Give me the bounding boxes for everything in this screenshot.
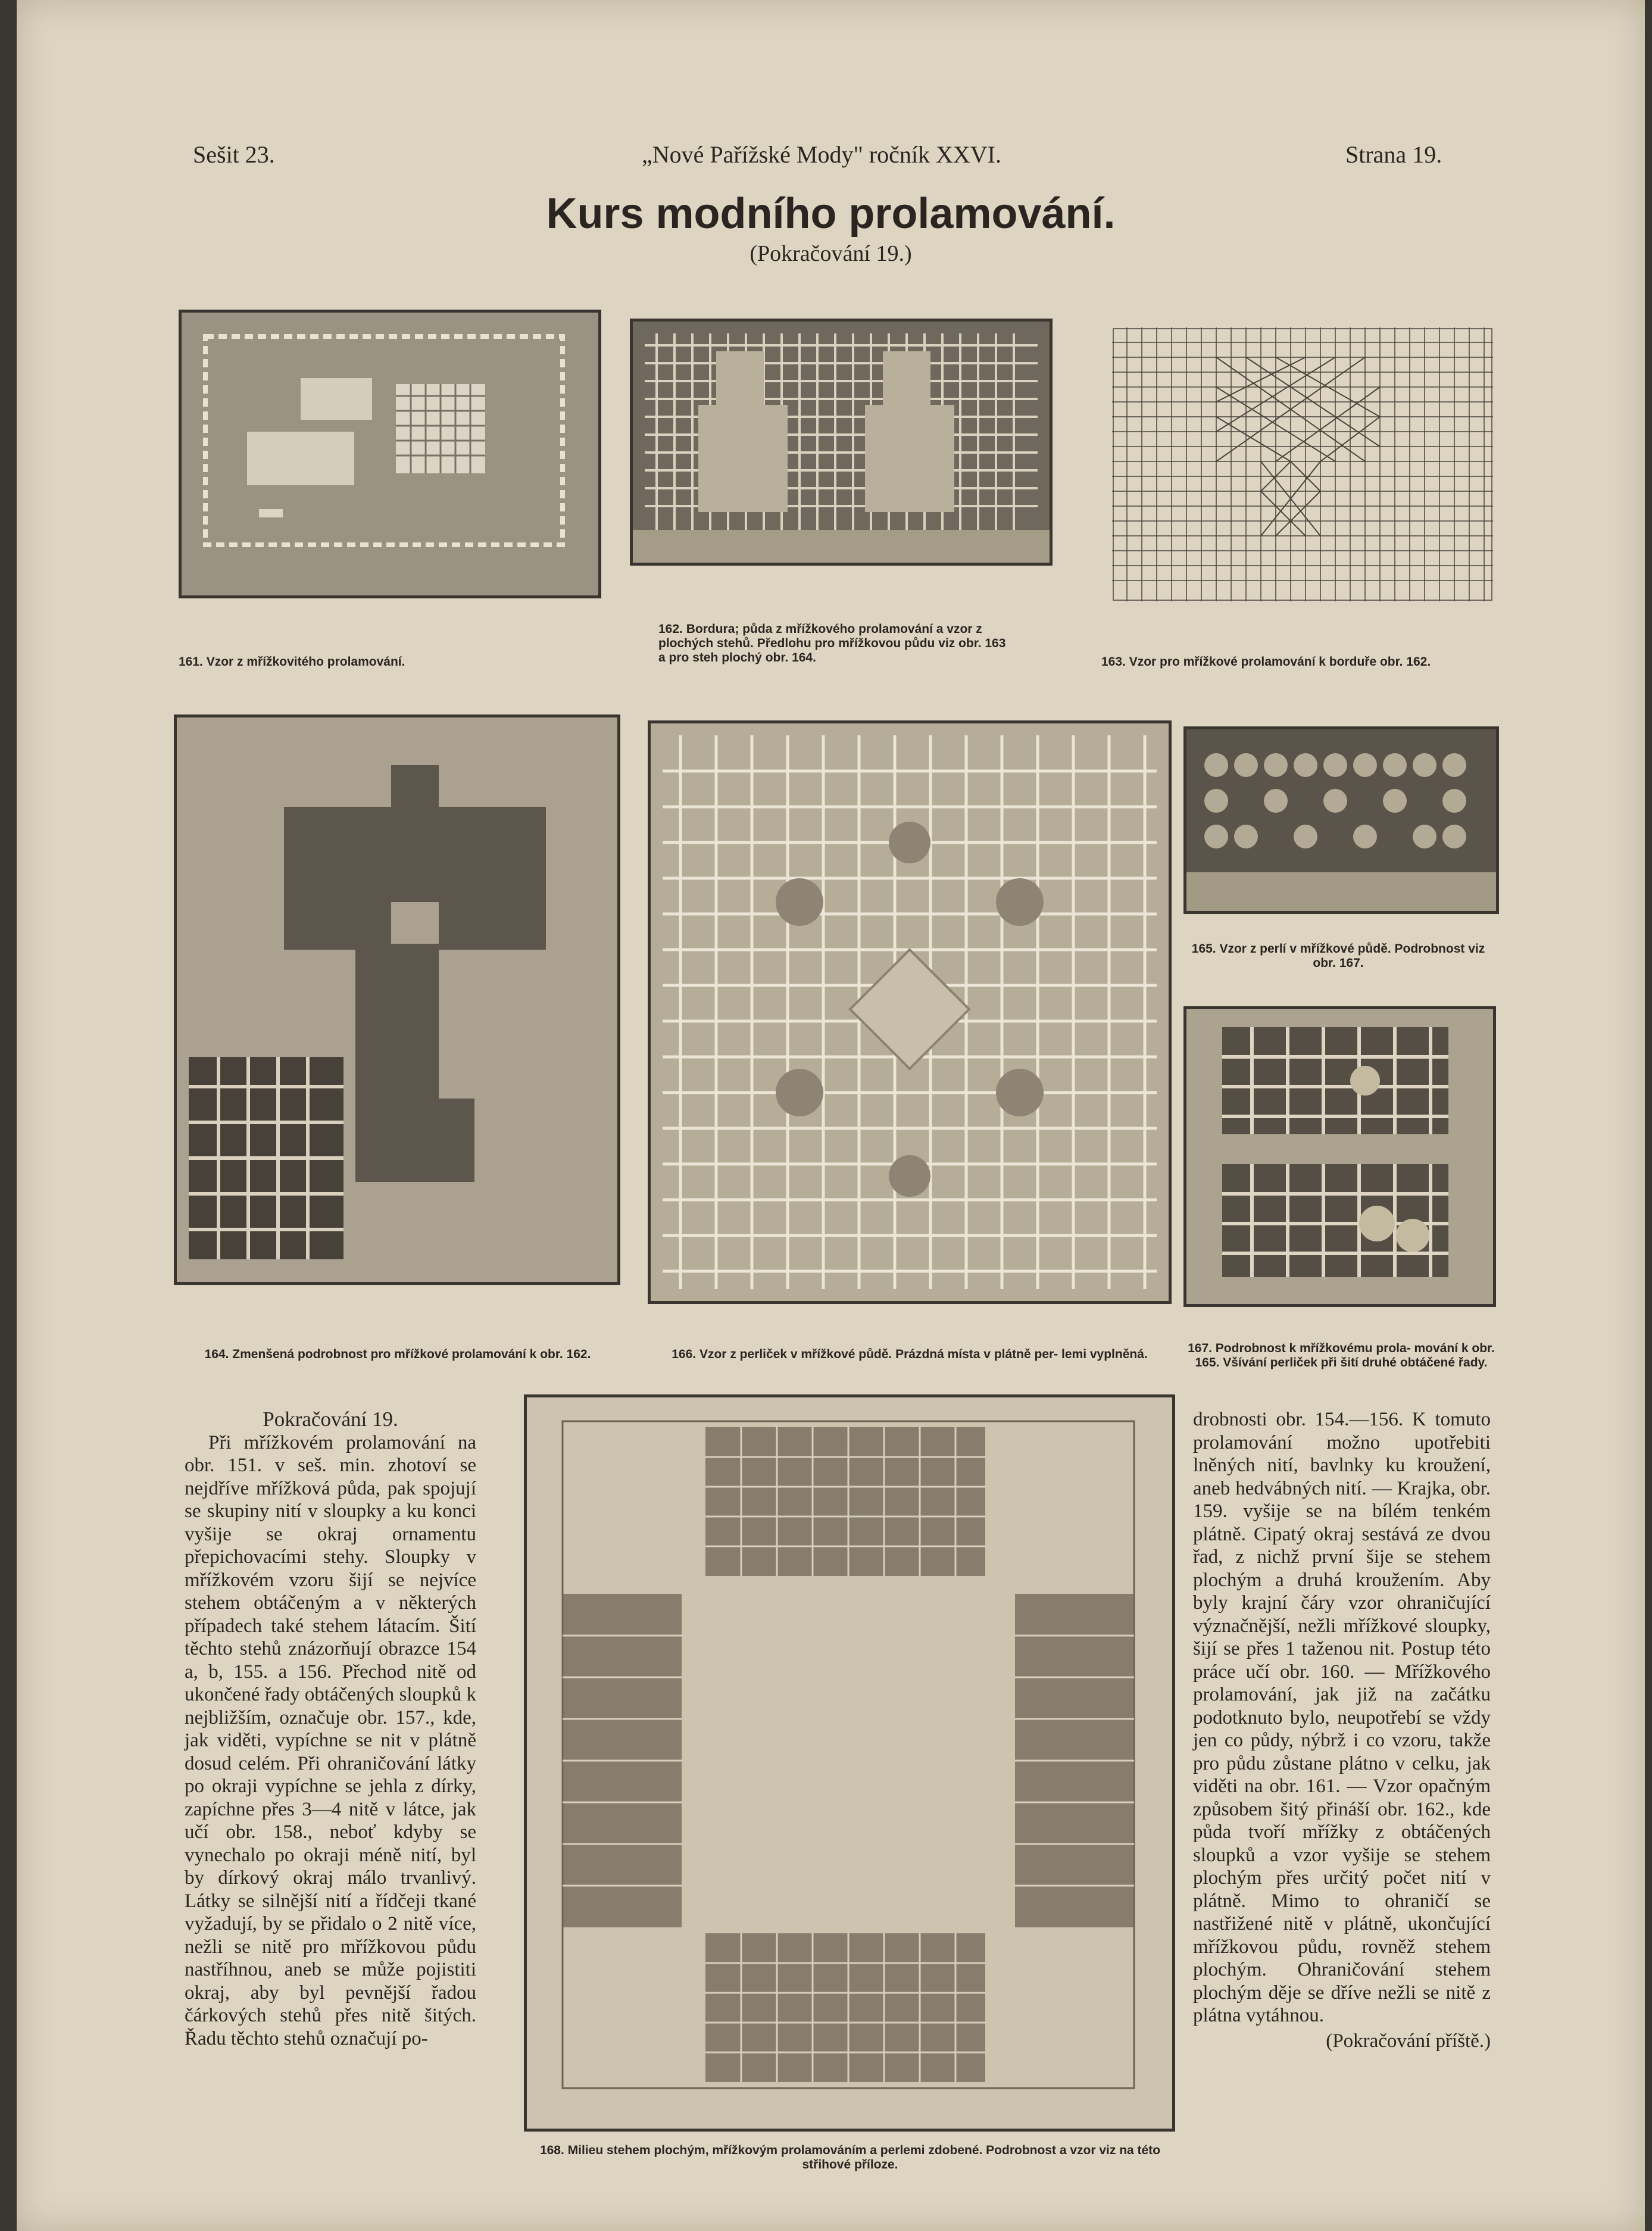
figure-165-image (1183, 726, 1499, 914)
caption-161: 161. Vzor z mřížkovitého prolamování. (179, 655, 405, 669)
figure-162-image (630, 319, 1053, 566)
continuation-heading: Pokračování 19. (263, 1408, 398, 1431)
article-subtitle: (Pokračování 19.) (750, 241, 912, 266)
caption-165: 165. Vzor z perlí v mřížkové půdě. Podrobnost viz obr. 167. (1191, 942, 1485, 970)
figure-166-image (648, 720, 1172, 1304)
figure-163-image (1112, 327, 1493, 601)
caption-164: 164. Zmenšená podrobnost pro mřížkové prolamování k obr. 162. (204, 1347, 591, 1361)
magazine-title: „Nové Pařížské Mody" ročník XXVI. (642, 141, 1001, 168)
text-column-left (185, 1408, 476, 2050)
figure-167-image (1183, 1006, 1496, 1307)
figure-164-image (174, 714, 620, 1285)
page-number: Strana 19. (1345, 141, 1442, 168)
article-title: Kurs modního prolamování. (546, 190, 1116, 238)
left-body-text: Při mřížkovém prolamování na obr. 151. v seš. min. zhotoví se nejdříve mřížková půda, pak spojují se skupiny nití v sloupky a ku konci vyšije se okraj ornamentu přepichovacími stehy. Sloupky v mřížkovém vzoru šijí se nejvíce stehem obtáčeným a v některých případech také stehem látacím. Šití těchto stehů znázorňují obrazce 154 a, b, 155. a 156. Přechod nitě od ukončené řady obtáčených sloupků k nejbližším, označuje obr. 157., kde, jak viděti, vypíchne se nit v plátně dosud celém. Při ohraničování látky po okraji vypíchne se jehla z dírky, zapíchne přes 3—4 nitě v látce, jak učí obr. 158., neboť kdyby se vynechalo po okraji méně nití, byl by dírkový okraj málo trvanlivý. Látky se silnější nití a řídčeji tkané vyžadují, by se přidalo o 2 nitě více, nežli se nitě pro mřížkovou půdu nastříhnou, aneb se může pojistiti okraj, aby byl pevnější řadou čárkových stehů přes nitě šitých. Řadu těchto stehů označují po- (185, 1431, 476, 2049)
magazine-page (17, 0, 1645, 2231)
caption-162: 162. Bordura; půda z mřížkového prolamování a vzor z plochých stehů. Předlohu pro mřížkovou půdu viz obr. 163 a pro steh plochý obr. 164. (658, 622, 1006, 664)
continued-next-note: (Pokračování příště.) (1326, 2030, 1491, 2052)
caption-167: 167. Podrobnost k mřížkovému prola- mování k obr. 165. Všívání perliček při šití druhé obtáčené řady. (1188, 1341, 1495, 1369)
figure-161-image (179, 310, 601, 598)
caption-163: 163. Vzor pro mřížkové prolamování k borduře obr. 162. (1101, 655, 1431, 669)
caption-166: 166. Vzor z perliček v mřížkové půdě. Prázdná místa v plátně per- lemi vyplněná. (672, 1347, 1148, 1361)
figure-168-image (524, 1394, 1175, 2132)
caption-168: 168. Milieu stehem plochým, mřížkovým prolamováním a perlemi zdobené. Podrobnost a vzor viz na této střihové příloze. (539, 2143, 1161, 2171)
text-column-right (1193, 1408, 1491, 2052)
right-body-text: drobnosti obr. 154.—156. K tomuto prolamování možno upotřebiti lněných nití, bavlnky ku kroužení, aneb hedvábných nití. — Krajka, obr. 159. vyšije se na bílém tenkém plátně. Cipatý okraj sestává ze dvou řad, z nichž první šije se stehem plochým a druhá kroužením. Aby byly krajní čáry vzor ohraničující význačnější, nežli mřížkové sloupky, šijí se přes 1 taženou nit. Postup této práce učí obr. 160. — Mřížkového prolamování, jak již na začátku podotknuto bylo, neupotřebí se vždy jen co půdy, nýbrž i co vzoru, takže pro půdu zůstane plátno v celku, jak viděti na obr. 161. — Vzor opačným způsobem šitý přináší obr. 162., kde půda tvoří mřížky z obtáčených sloupků a vzor vyšije se stehem plochým přes určitý počet nití v plátně. Mimo to ohraničí se nastřižené nitě v plátně, ukončující mřížkovou půdu, rovněž stehem plochým. Ohraničování stehem plochým děje se dříve nežli se nitě z plátna vytáhnou. (1193, 1409, 1491, 2026)
issue-number: Sešit 23. (193, 141, 275, 168)
